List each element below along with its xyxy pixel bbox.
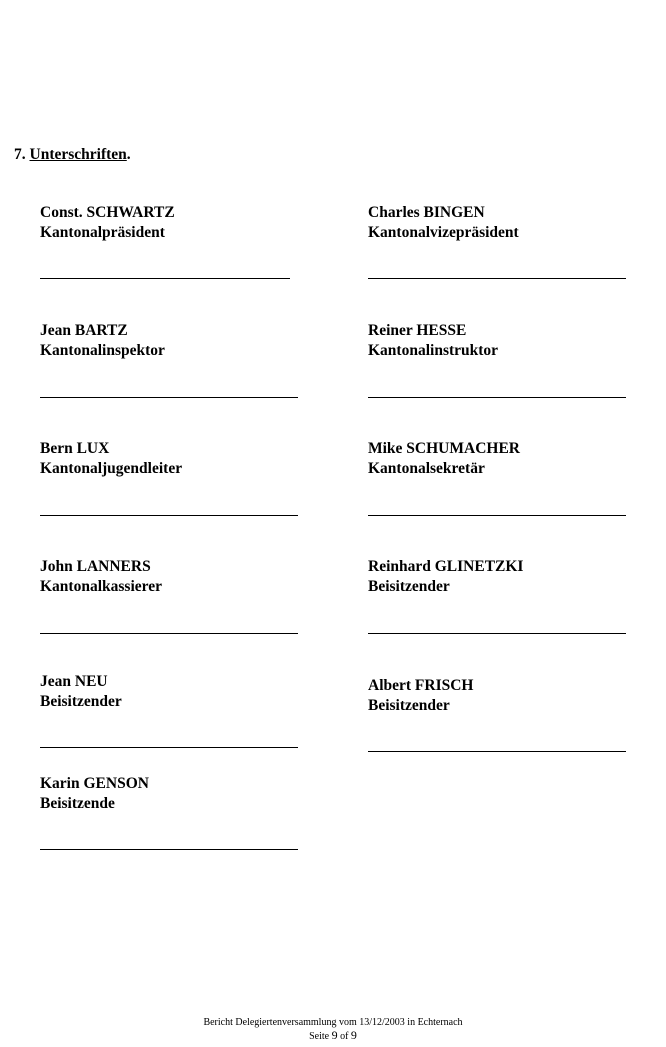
section-title-end: . xyxy=(126,146,131,163)
signatory-role: Kantonalinspektor xyxy=(40,342,165,359)
signature-line xyxy=(40,397,298,398)
signatory-block xyxy=(40,439,182,479)
signatory-name: Reinhard GLINETZKI xyxy=(368,558,524,575)
page-total: 9 xyxy=(350,1028,357,1042)
signatory-name: Jean NEU xyxy=(40,673,108,690)
signatory-name: Jean BARTZ xyxy=(40,322,128,339)
signatory-block xyxy=(40,321,165,361)
signatory-role: Beisitzender xyxy=(40,693,122,710)
signature-line xyxy=(40,747,298,748)
signature-line xyxy=(368,397,626,398)
signatory-name: Albert FRISCH xyxy=(368,677,474,694)
page-current: 9 xyxy=(331,1028,338,1042)
signatory-role: Kantonalsekretär xyxy=(368,460,485,477)
signatory-name: Mike SCHUMACHER xyxy=(368,440,520,457)
signatory-name: Reiner HESSE xyxy=(368,322,467,339)
page-label: Seite xyxy=(309,1031,330,1042)
signatory-role: Beisitzende xyxy=(40,795,115,812)
signatory-role: Kantonalinstruktor xyxy=(368,342,499,359)
section-number: 7. xyxy=(14,146,26,163)
signatory-block xyxy=(368,676,473,716)
section-title: Unterschriften xyxy=(29,146,127,163)
page-footer xyxy=(0,1016,666,1043)
signature-line xyxy=(368,633,626,634)
signatory-role: Beisitzender xyxy=(368,578,450,595)
signatory-role: Beisitzender xyxy=(368,697,450,714)
signatory-name: Charles BINGEN xyxy=(368,204,485,221)
signatory-role: Kantonaljugendleiter xyxy=(40,460,183,477)
signatory-name: Karin GENSON xyxy=(40,775,149,792)
signatory-block xyxy=(368,439,520,479)
signature-line xyxy=(40,633,298,634)
section-heading xyxy=(14,146,131,164)
signatory-block xyxy=(368,203,519,243)
signatory-name: Const. SCHWARTZ xyxy=(40,204,175,221)
signature-line xyxy=(368,515,626,516)
signature-line xyxy=(368,278,626,279)
signatory-role: Kantonalvizepräsident xyxy=(368,224,519,241)
page-of: of xyxy=(340,1031,349,1042)
signatory-block xyxy=(40,672,122,712)
signatory-role: Kantonalkassierer xyxy=(40,578,162,595)
signature-line xyxy=(40,278,290,279)
page-number xyxy=(0,1029,666,1043)
signature-line xyxy=(368,751,626,752)
footer-report-title: Bericht Delegiertenversammlung vom 13/12/2003 in Echternach xyxy=(203,1017,463,1028)
signatory-name: John LANNERS xyxy=(40,558,151,575)
signatory-block xyxy=(40,774,149,814)
signature-line xyxy=(40,849,298,850)
signatory-block xyxy=(40,557,162,597)
signatory-block xyxy=(368,557,523,597)
signatory-role: Kantonalpräsident xyxy=(40,224,165,241)
signatory-block xyxy=(40,203,175,243)
signature-line xyxy=(40,515,298,516)
signatory-block xyxy=(368,321,498,361)
signatory-name: Bern LUX xyxy=(40,440,110,457)
